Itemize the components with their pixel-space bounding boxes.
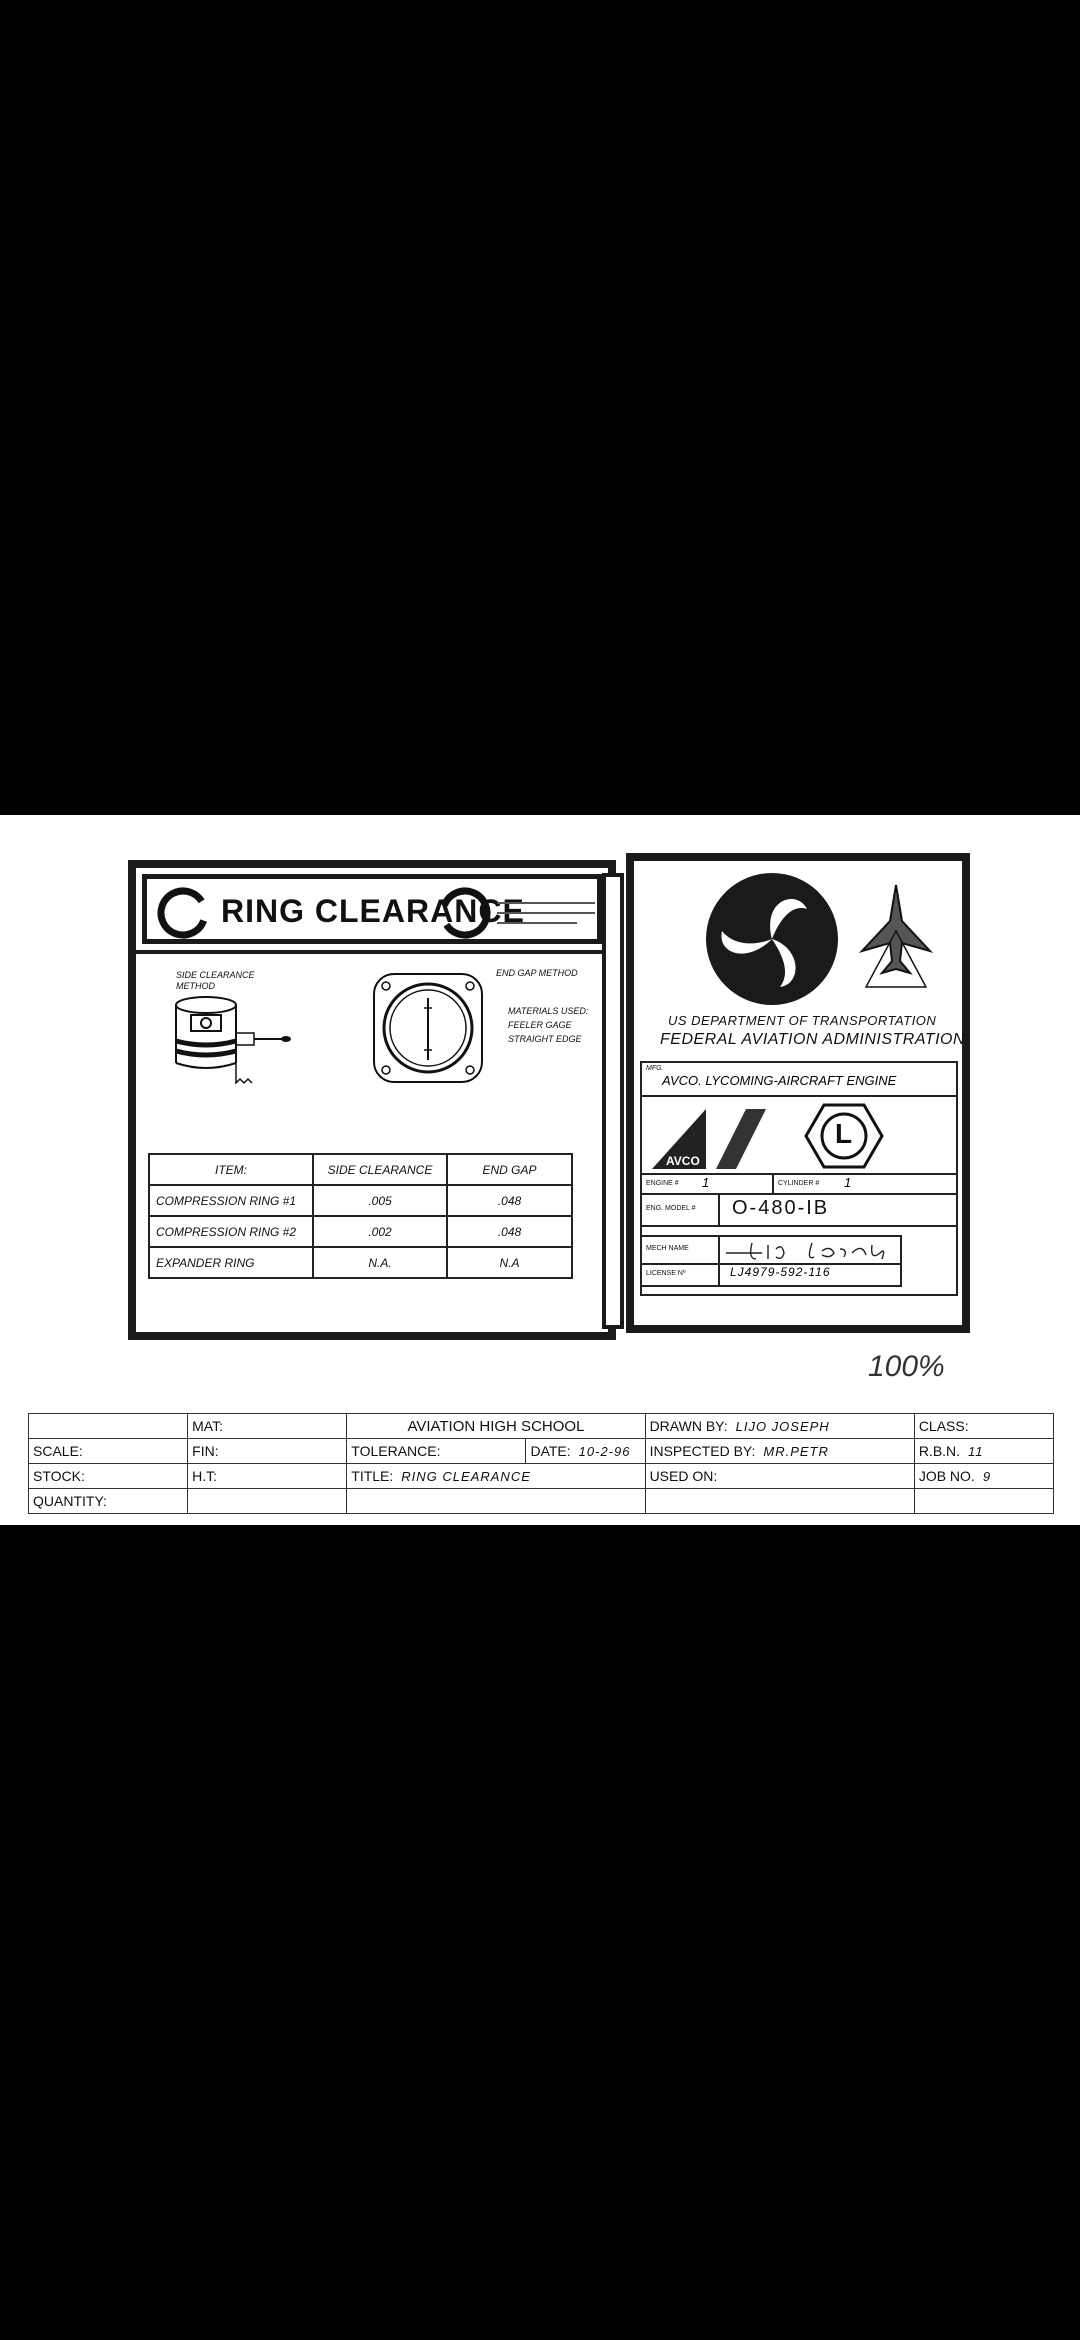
piston-drawing [166, 993, 296, 1093]
cylinder-value: 1 [844, 1175, 852, 1190]
drawn-by: DRAWN BY: LIJO JOSEPH [645, 1414, 914, 1439]
fin-label: FIN: [188, 1439, 347, 1464]
inspected-by: INSPECTED BY: MR.PETR [645, 1439, 914, 1464]
title-banner [142, 874, 602, 944]
mat-label: MAT: [188, 1414, 347, 1439]
table-row [149, 1185, 572, 1216]
mfg-label: MFG. [646, 1065, 664, 1072]
table-header-row [149, 1154, 572, 1185]
ring-clearance-table [148, 1153, 573, 1279]
mfg-value: AVCO. LYCOMING-AIRCRAFT ENGINE [662, 1073, 897, 1088]
table-cell: .048 [447, 1185, 572, 1216]
end-gap-label: END GAP METHOD [496, 968, 578, 978]
ring-left-icon [155, 885, 211, 941]
header-item: ITEM: [149, 1154, 313, 1185]
table-cell: EXPANDER RING [149, 1247, 313, 1278]
table-cell: N.A. [313, 1247, 447, 1278]
mech-label: MECH NAME [646, 1245, 689, 1252]
job-field: JOB NO. 9 [914, 1464, 1053, 1489]
divider [136, 950, 608, 954]
cylinder-label: CYLINDER # [778, 1180, 820, 1187]
jet-icon [856, 881, 936, 991]
model-label: ENG. MODEL # [646, 1205, 696, 1212]
table-row [149, 1247, 572, 1278]
license-value: LJ4979-592-116 [730, 1265, 831, 1279]
center-strip [602, 873, 624, 1329]
license-label: LICENSE Nº [646, 1270, 686, 1277]
drawing-sheet [0, 815, 1080, 1525]
side-clearance-label: SIDE CLEARANCE METHOD [176, 970, 255, 991]
materials-line-3: STRAIGHT EDGE [508, 1034, 582, 1044]
scale-label: SCALE: [29, 1439, 188, 1464]
ht-label: H.T: [188, 1464, 347, 1489]
title-lines [497, 899, 597, 929]
avco-logo-icon [646, 1101, 776, 1171]
engine-label: ENGINE # [646, 1180, 679, 1187]
table-cell: COMPRESSION RING #1 [149, 1185, 313, 1216]
grade-mark: 100% [868, 1350, 945, 1383]
table-cell: COMPRESSION RING #2 [149, 1216, 313, 1247]
header-side-clearance: SIDE CLEARANCE [313, 1154, 447, 1185]
header-end-gap: END GAP [447, 1154, 572, 1185]
table-cell: N.A [447, 1247, 572, 1278]
left-panel [128, 860, 616, 1340]
lycoming-logo-letter: L [835, 1118, 853, 1149]
table-cell: .002 [313, 1216, 447, 1247]
tolerance-label: TOLERANCE: [347, 1439, 526, 1464]
model-value: O-480-IB [732, 1197, 830, 1219]
materials-line-2: FEELER GAGE [508, 1020, 572, 1030]
page-title: RING CLEARANCE [221, 893, 525, 929]
ring-right-icon [437, 885, 493, 941]
signature [722, 1239, 892, 1263]
table-cell: .048 [447, 1216, 572, 1247]
used-on-label: USED ON: [645, 1464, 914, 1489]
title-block [28, 1413, 1054, 1514]
rbn-field: R.B.N. 11 [914, 1439, 1053, 1464]
class-label: CLASS: [914, 1414, 1053, 1439]
table-row [149, 1216, 572, 1247]
dot-logo-icon [702, 869, 842, 1009]
materials-line-1: MATERIALS USED: [508, 1006, 589, 1016]
stock-label: STOCK: [29, 1464, 188, 1489]
title-field: TITLE: RING CLEARANCE [347, 1464, 645, 1489]
date-field: DATE: 10-2-96 [526, 1439, 645, 1464]
school-name: AVIATION HIGH SCHOOL [347, 1414, 645, 1439]
engine-value: 1 [702, 1175, 710, 1190]
quantity-label: QUANTITY: [29, 1489, 188, 1514]
admin-text: FEDERAL AVIATION ADMINISTRATION [660, 1031, 966, 1048]
svg-text:AVCO: AVCO [666, 1154, 700, 1168]
cylinder-drawing [368, 968, 488, 1088]
right-panel [626, 853, 970, 1333]
dept-text: US DEPARTMENT OF TRANSPORTATION [668, 1013, 937, 1028]
table-cell: .005 [313, 1185, 447, 1216]
engine-info-box [640, 1061, 958, 1296]
